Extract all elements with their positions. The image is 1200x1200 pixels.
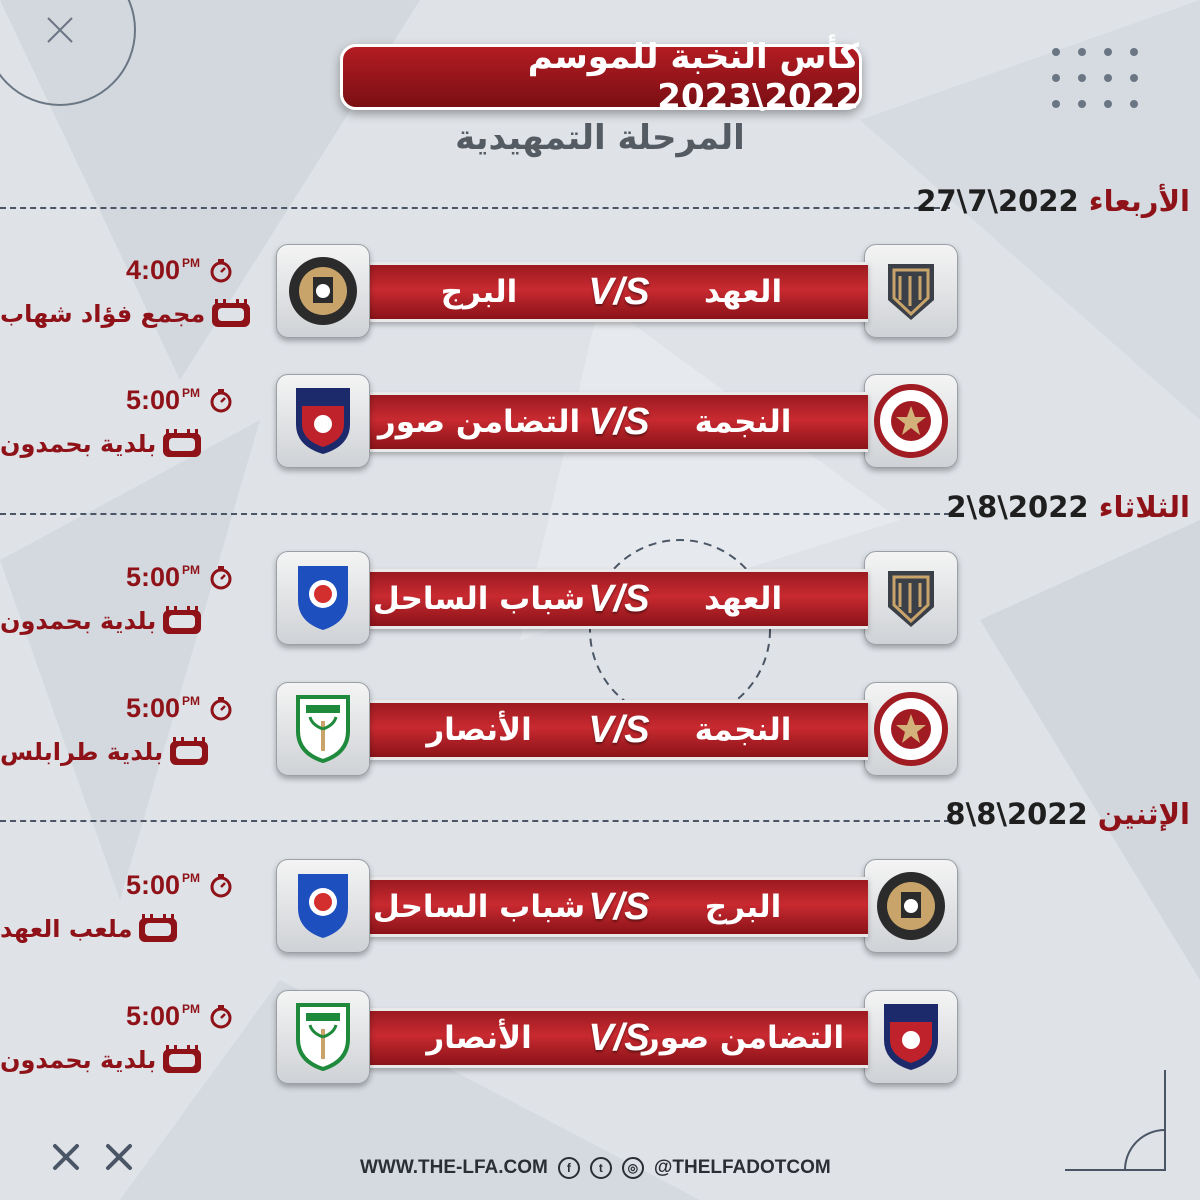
nejmeh-logo-icon [874, 384, 948, 458]
shabab-sahel-logo-icon [290, 562, 356, 634]
home-team-logo [864, 859, 958, 953]
match-row [0, 551, 1200, 647]
day-name: الأربعاء [1088, 184, 1190, 218]
time-value: 5:00 $^{PM}$ [126, 561, 201, 592]
time-value: 5:00 $^{PM}$ [126, 1000, 201, 1031]
date-divider [0, 820, 950, 822]
home-team-name: النجمة [694, 404, 792, 440]
venue-name: بلدية طرابلس [0, 738, 164, 766]
stopwatch-icon [208, 695, 234, 721]
stadium-icon [136, 912, 180, 946]
versus-label: V/S [588, 1016, 650, 1059]
venue-name: بلدية بحمدون [0, 430, 157, 458]
away-team-logo [276, 551, 370, 645]
footer [360, 1152, 880, 1184]
venue-name: بلدية بحمدون [0, 1046, 157, 1074]
facebook-icon[interactable]: f [558, 1157, 580, 1179]
stadium-icon [160, 1043, 204, 1077]
ansar-logo-icon [292, 693, 354, 765]
home-team-name: البرج [704, 889, 782, 925]
home-team-name: العهد [703, 274, 783, 310]
page-title: كأس النخبة للموسم 2022\2023 [340, 44, 862, 110]
venue-name: ملعب العهد [0, 915, 133, 943]
versus-label: V/S [588, 400, 650, 443]
stopwatch-icon [208, 387, 234, 413]
kickoff-time [126, 998, 256, 1034]
date-value: 2022\8\2 [946, 490, 1089, 524]
nejmeh-logo-icon [874, 692, 948, 766]
home-team-logo [864, 244, 958, 338]
kickoff-time [126, 382, 256, 418]
kickoff-time [126, 867, 256, 903]
away-team-name: شباب الساحل [372, 889, 586, 925]
away-team-logo [276, 244, 370, 338]
bourj-logo-icon [287, 255, 359, 327]
away-team-name: الأنصار [426, 1020, 532, 1056]
time-value: 5:00 $^{PM}$ [126, 384, 201, 415]
time-value: 5:00 $^{PM}$ [126, 692, 201, 723]
shabab-sahel-logo-icon [290, 870, 356, 942]
stadium-icon [167, 735, 211, 769]
home-team-name: التضامن صور [641, 1020, 845, 1056]
kickoff-time [126, 690, 256, 726]
stopwatch-icon [208, 257, 234, 283]
tadamon-logo-icon [878, 1000, 944, 1074]
match-row [0, 682, 1200, 778]
ansar-logo-icon [292, 1001, 354, 1073]
match-bar [366, 877, 868, 937]
versus-label: V/S [588, 270, 650, 313]
venue [0, 1040, 264, 1080]
home-team-name: العهد [703, 581, 783, 617]
match-bar [366, 700, 868, 760]
date-label [916, 184, 1190, 224]
home-team-name: النجمة [694, 712, 792, 748]
venue-name: مجمع فؤاد شهاب [0, 300, 206, 328]
day-name: الإثنين [1097, 797, 1190, 831]
date-value: 2022\8\8 [945, 797, 1088, 831]
away-team-name: الأنصار [426, 712, 532, 748]
time-value: 5:00 $^{PM}$ [126, 869, 201, 900]
date-divider [0, 207, 950, 209]
match-row [0, 374, 1200, 470]
away-team-name: البرج [440, 274, 518, 310]
website-link[interactable]: WWW.THE-LFA.COM [360, 1157, 548, 1178]
match-row [0, 859, 1200, 955]
versus-label: V/S [588, 885, 650, 928]
stadium-icon [209, 297, 253, 331]
instagram-icon[interactable]: ◎ [622, 1157, 644, 1179]
venue [0, 909, 264, 949]
tadamon-logo-icon [290, 384, 356, 458]
away-team-logo [276, 859, 370, 953]
time-value: 4:00 $^{PM}$ [126, 254, 201, 285]
twitter-icon[interactable]: t [590, 1157, 612, 1179]
home-team-logo [864, 374, 958, 468]
kickoff-time [126, 559, 256, 595]
venue [0, 424, 264, 464]
versus-label: V/S [588, 577, 650, 620]
venue [0, 294, 264, 334]
venue [0, 601, 264, 641]
date-value: 2022\7\27 [916, 184, 1079, 218]
ahed-logo-icon [876, 256, 946, 326]
match-row [0, 990, 1200, 1086]
date-divider [0, 513, 950, 515]
stadium-icon [160, 604, 204, 638]
date-label [940, 490, 1190, 530]
match-bar [366, 392, 868, 452]
away-team-logo [276, 990, 370, 1084]
home-team-logo [864, 990, 958, 1084]
stopwatch-icon [208, 872, 234, 898]
versus-label: V/S [588, 708, 650, 751]
away-team-logo [276, 374, 370, 468]
date-label [940, 797, 1190, 837]
away-team-logo [276, 682, 370, 776]
day-name: الثلاثاء [1098, 490, 1190, 524]
match-bar [366, 569, 868, 629]
social-handle[interactable]: @THELFADOTCOM [653, 1157, 831, 1178]
away-team-name: شباب الساحل [372, 581, 586, 617]
bourj-logo-icon [875, 870, 947, 942]
match-bar [366, 262, 868, 322]
home-team-logo [864, 551, 958, 645]
stadium-icon [160, 427, 204, 461]
kickoff-time [126, 252, 256, 288]
stopwatch-icon [208, 564, 234, 590]
venue [0, 732, 264, 772]
stopwatch-icon [208, 1003, 234, 1029]
away-team-name: التضامن صور [377, 404, 581, 440]
ahed-logo-icon [876, 563, 946, 633]
home-team-logo [864, 682, 958, 776]
page-subtitle: المرحلة التمهيدية [455, 118, 745, 158]
match-bar [366, 1008, 868, 1068]
match-row [0, 244, 1200, 340]
venue-name: بلدية بحمدون [0, 607, 157, 635]
